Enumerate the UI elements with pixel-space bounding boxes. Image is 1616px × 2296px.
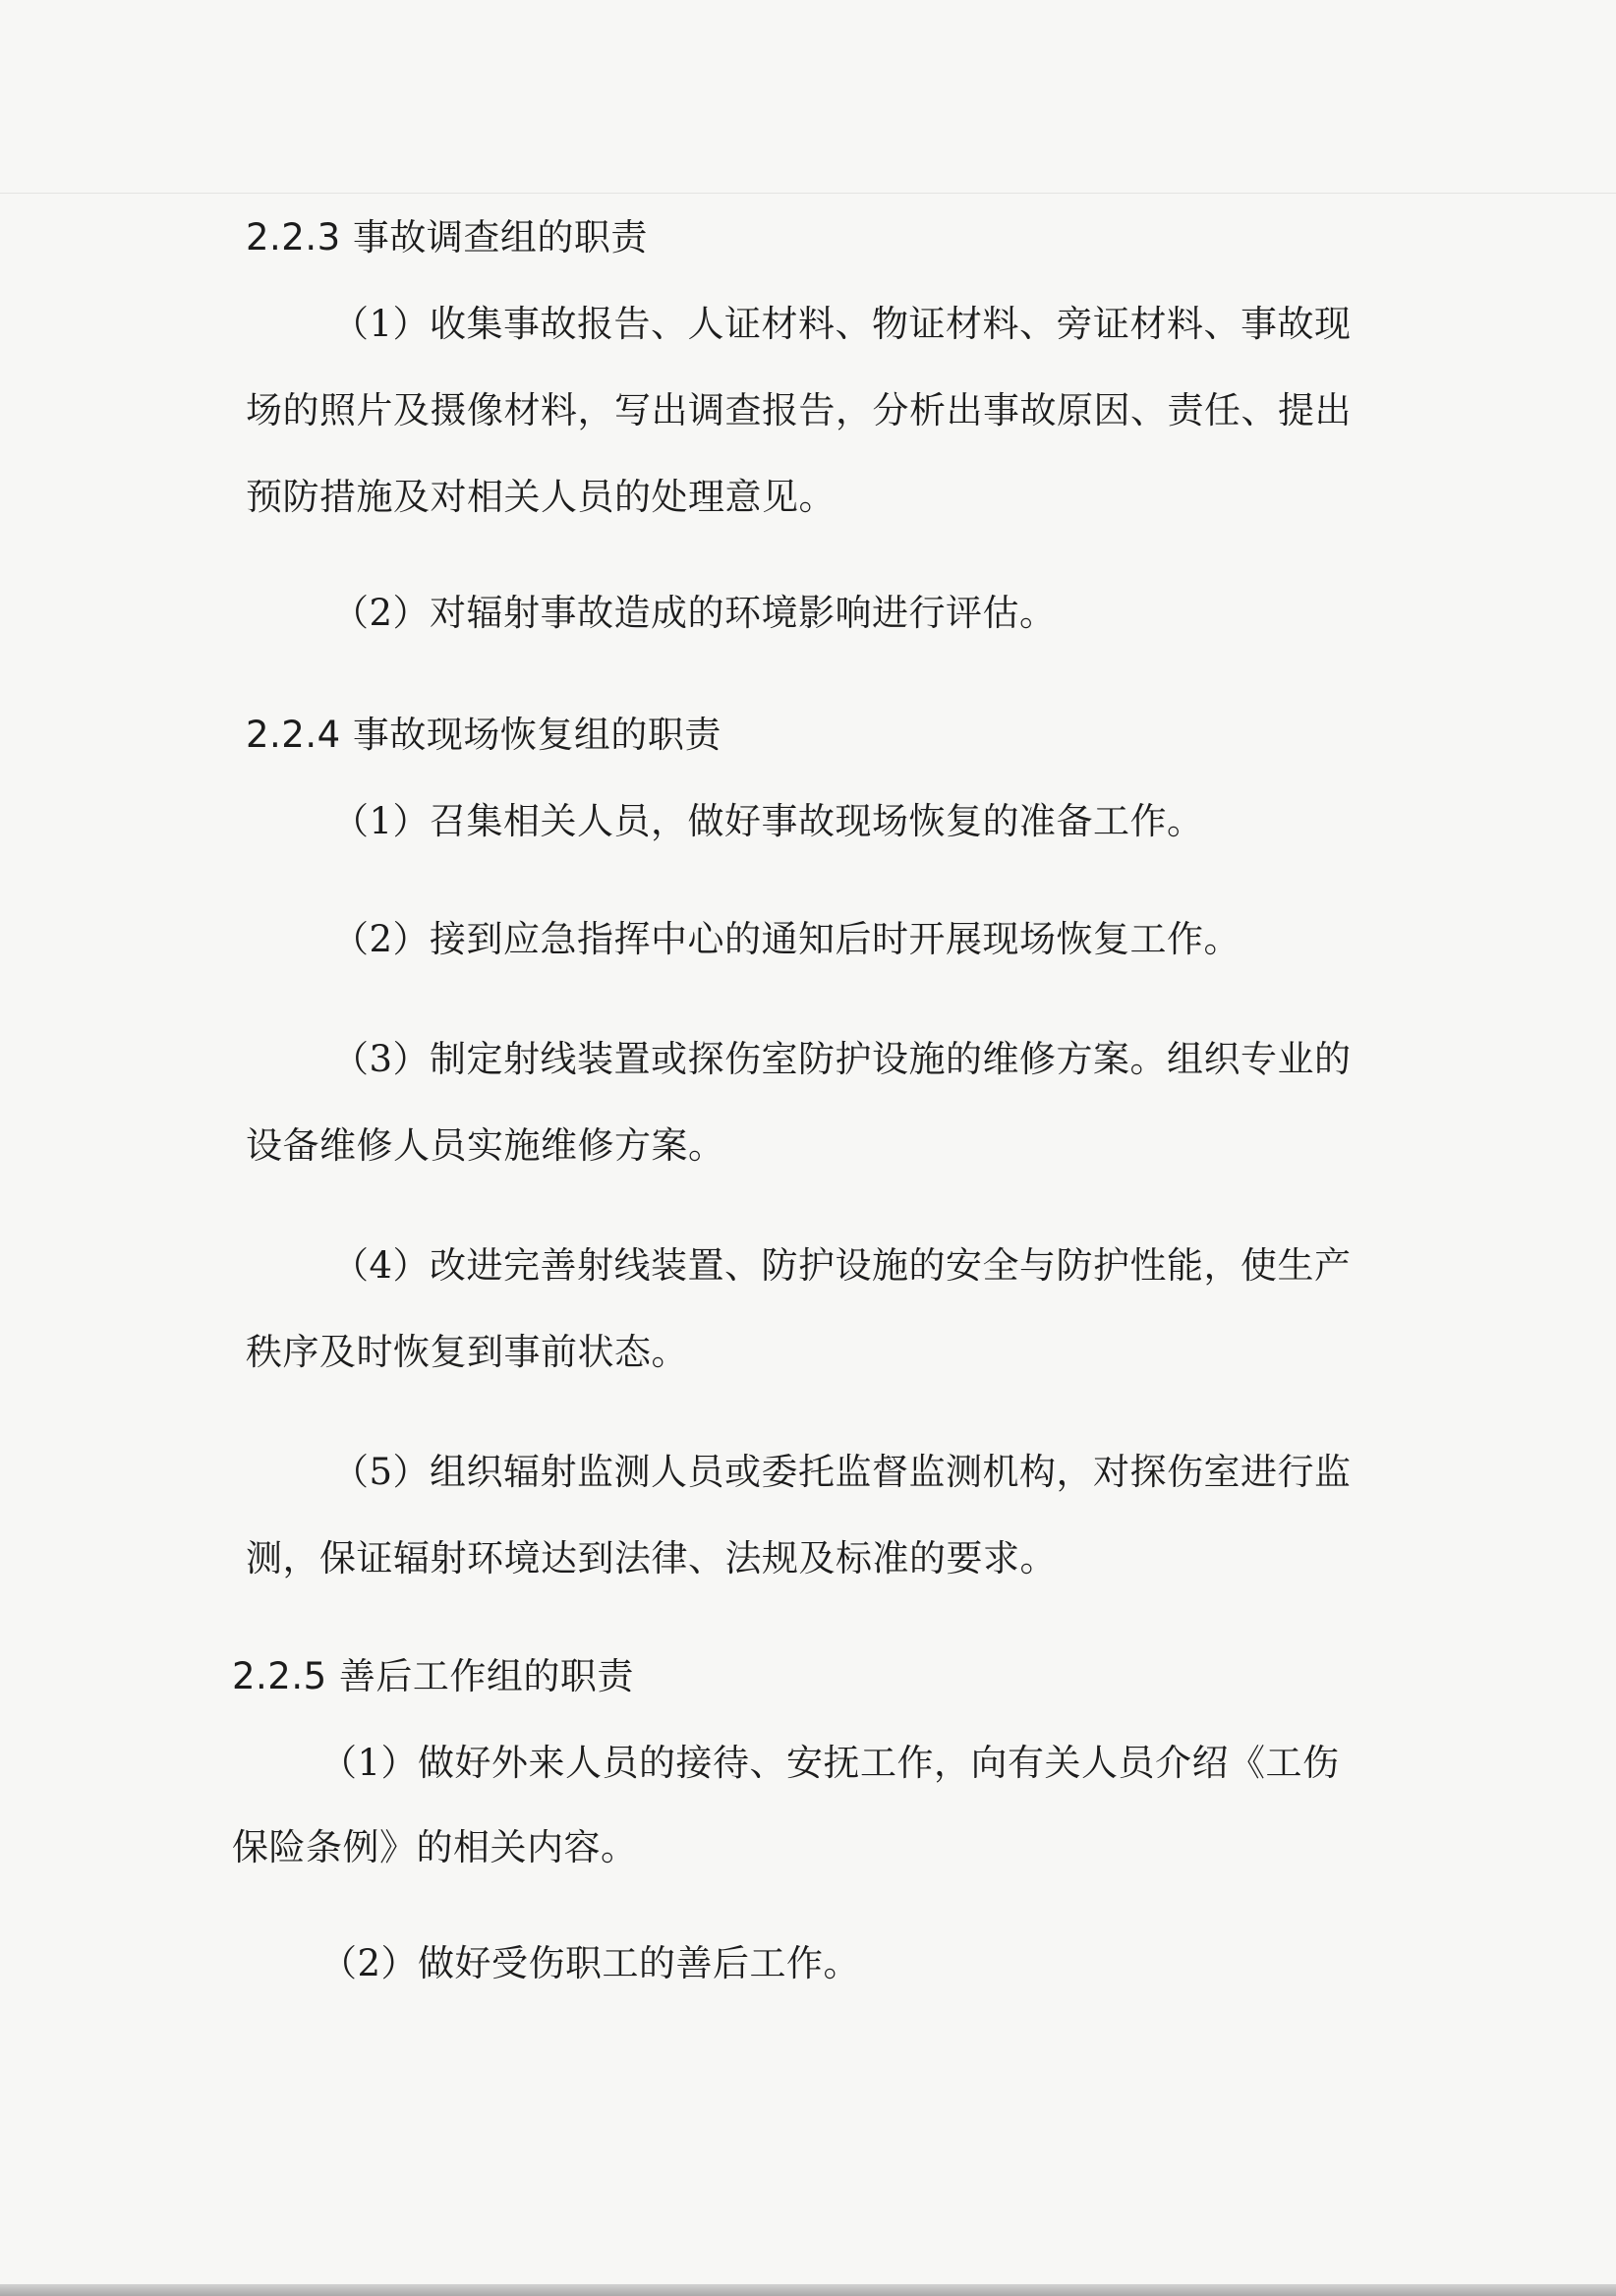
scan-bottom-edge [0, 2284, 1616, 2296]
paragraph-line: 场的照片及摄像材料，写出调查报告，分析出事故原因、责任、提出 [246, 389, 1352, 431]
paragraph-line: （4）改进完善射线装置、防护设施的安全与防护性能，使生产 [332, 1244, 1352, 1287]
paragraph-line: （2）接到应急指挥中心的通知后时开展现场恢复工作。 [332, 918, 1241, 960]
paragraph-line: （2）做好受伤职工的善后工作。 [320, 1942, 861, 1984]
paragraph-line: 测，保证辐射环境达到法律、法规及标准的要求。 [246, 1537, 1057, 1579]
paragraph-line: 秩序及时恢复到事前状态。 [246, 1331, 688, 1373]
paragraph-line: 设备维修人员实施维修方案。 [246, 1124, 725, 1167]
scan-fold-line [0, 193, 1616, 194]
section-heading-2-2-5: 2.2.5 善后工作组的职责 [232, 1655, 634, 1697]
paragraph-line: （5）组织辐射监测人员或委托监督监测机构，对探伤室进行监 [332, 1451, 1352, 1493]
paragraph-line: 预防措施及对相关人员的处理意见。 [246, 476, 836, 518]
paragraph-line: （1）做好外来人员的接待、安抚工作，向有关人员介绍《工伤 [320, 1742, 1340, 1784]
paragraph-line: （3）制定射线装置或探伤室防护设施的维修方案。组织专业的 [332, 1038, 1352, 1080]
paragraph-line: 保险条例》的相关内容。 [232, 1826, 638, 1868]
paragraph-line: （2）对辐射事故造成的环境影响进行评估。 [332, 592, 1057, 634]
paragraph-line: （1）收集事故报告、人证材料、物证材料、旁证材料、事故现 [332, 303, 1352, 345]
paragraph-line: （1）召集相关人员，做好事故现场恢复的准备工作。 [332, 800, 1204, 842]
section-heading-2-2-3: 2.2.3 事故调查组的职责 [246, 216, 648, 258]
section-heading-2-2-4: 2.2.4 事故现场恢复组的职责 [246, 714, 721, 756]
